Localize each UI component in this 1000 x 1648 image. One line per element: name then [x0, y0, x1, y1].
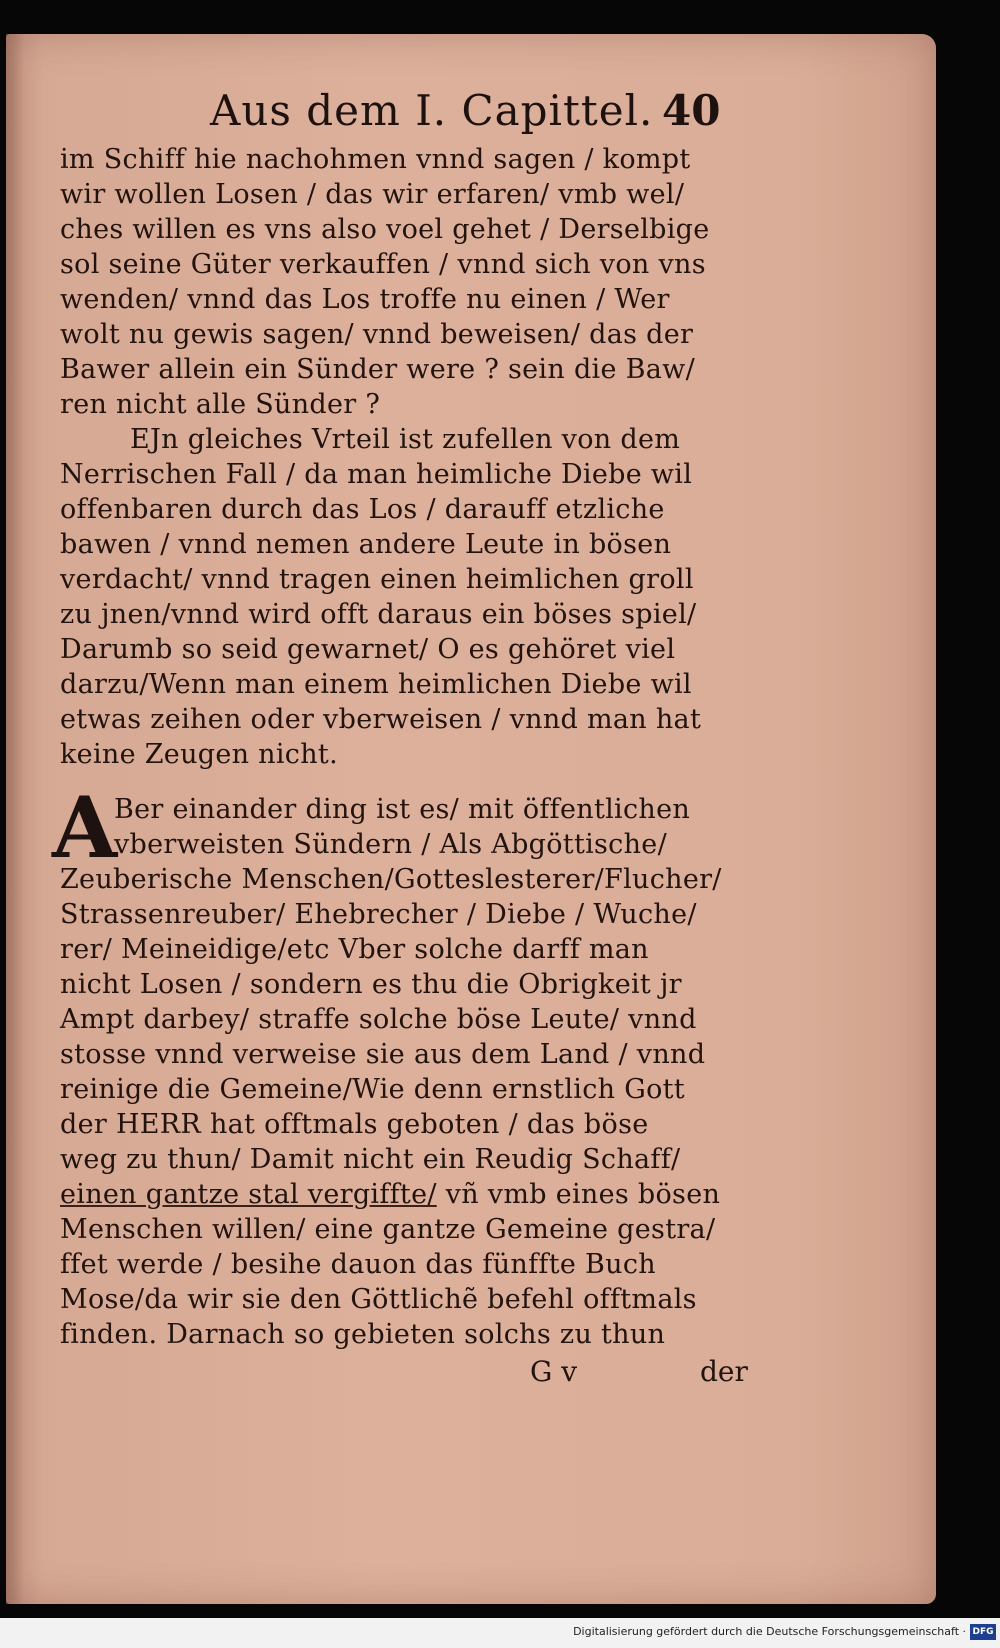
running-title: Aus dem I. Capittel.: [210, 86, 654, 135]
text-line: Ampt darbey/ straffe solche böse Leute/ vnnd: [60, 1004, 697, 1035]
text-line: darzu/Wenn man einem heimlichen Diebe wil: [60, 669, 692, 700]
catchword: der: [700, 1355, 748, 1388]
text-line: Ber einander ding ist es/ mit öffentlichen: [114, 794, 691, 825]
text-line: Zeuberische Menschen/Gotteslesterer/Flucher/: [60, 864, 722, 895]
text-line: sol seine Güter verkauffen / vnnd sich von vns: [60, 249, 706, 280]
text-block: [52, 142, 800, 1392]
text-line: weg zu thun/ Damit nicht ein Reudig Schaff/: [60, 1144, 681, 1175]
dfg-logo: DFG: [970, 1624, 996, 1640]
text-line: zu jnen/vnnd wird offt daraus ein böses spiel/: [60, 599, 697, 630]
text-line: EJn gleiches Vrteil ist zufellen von dem: [130, 424, 681, 455]
funding-credit: Digitalisierung gefördert durch die Deutsche Forschungsgemeinschaft ·: [573, 1625, 966, 1638]
signature-line: [60, 1352, 800, 1392]
book-page: [6, 34, 936, 1604]
text-line: finden. Darnach so gebieten solchs zu thun: [60, 1319, 666, 1350]
text-line: verdacht/ vnnd tragen einen heimlichen groll: [60, 564, 694, 595]
drop-initial: A: [52, 778, 118, 877]
text-line: Strassenreuber/ Ehebrecher / Diebe / Wuche/: [60, 899, 697, 930]
underlined-passage: einen gantze stal vergiffte/: [60, 1179, 437, 1210]
text-line: wolt nu gewis sagen/ vnnd beweisen/ das der: [60, 319, 694, 350]
text-line: stosse vnnd verweise sie aus dem Land / vnnd: [60, 1039, 706, 1070]
text-fragment: vñ vmb eines bösen: [445, 1179, 721, 1210]
text-line: wir wollen Losen / das wir erfaren/ vmb wel/: [60, 179, 685, 210]
drop-initial-block: [52, 778, 800, 877]
text-line: im Schiff hie nachohmen vnnd sagen / kompt: [60, 144, 691, 175]
text-line: vberweisten Sündern / Als Abgöttische/: [114, 829, 667, 860]
text-line: Menschen willen/ eine gantze Gemeine gestra/: [60, 1214, 716, 1245]
footer-strip: [0, 1618, 1000, 1648]
signature-mark: G v: [530, 1355, 578, 1388]
paragraph-gap: [60, 772, 800, 792]
running-head: [6, 86, 936, 146]
text-line: offenbaren durch das Los / darauff etzliche: [60, 494, 665, 525]
text-line: Mose/da wir sie den Göttlichẽ befehl offtmals: [60, 1284, 697, 1315]
text-line: rer/ Meineidige/etc Vber solche darff man: [60, 934, 649, 965]
text-line-underlined: [60, 1177, 800, 1212]
page-gutter-shadow: [6, 34, 24, 1604]
text-line: bawen / vnnd nemen andere Leute in bösen: [60, 529, 672, 560]
text-line: der HERR hat offtmals geboten / das böse: [60, 1109, 649, 1140]
text-line: ffet werde / besihe dauon das fünffte Buch: [60, 1249, 656, 1280]
text-line: Darumb so seid gewarnet/ O es gehöret viel: [60, 634, 676, 665]
text-line: wenden/ vnnd das Los troffe nu einen / Wer: [60, 284, 670, 315]
text-line: ren nicht alle Sünder ?: [60, 389, 381, 420]
text-line: etwas zeihen oder vberweisen / vnnd man hat: [60, 704, 702, 735]
text-line: Nerrischen Fall / da man heimliche Diebe wil: [60, 459, 693, 490]
text-line: Bawer allein ein Sünder were ? sein die Baw/: [60, 354, 695, 385]
text-line: reinige die Gemeine/Wie denn ernstlich Gott: [60, 1074, 685, 1105]
text-line: keine Zeugen nicht.: [60, 739, 338, 770]
text-line: ches willen es vns also voel gehet / Derselbige: [60, 214, 710, 245]
page-number: 40: [662, 86, 721, 135]
text-line: nicht Losen / sondern es thu die Obrigkeit jr: [60, 969, 682, 1000]
